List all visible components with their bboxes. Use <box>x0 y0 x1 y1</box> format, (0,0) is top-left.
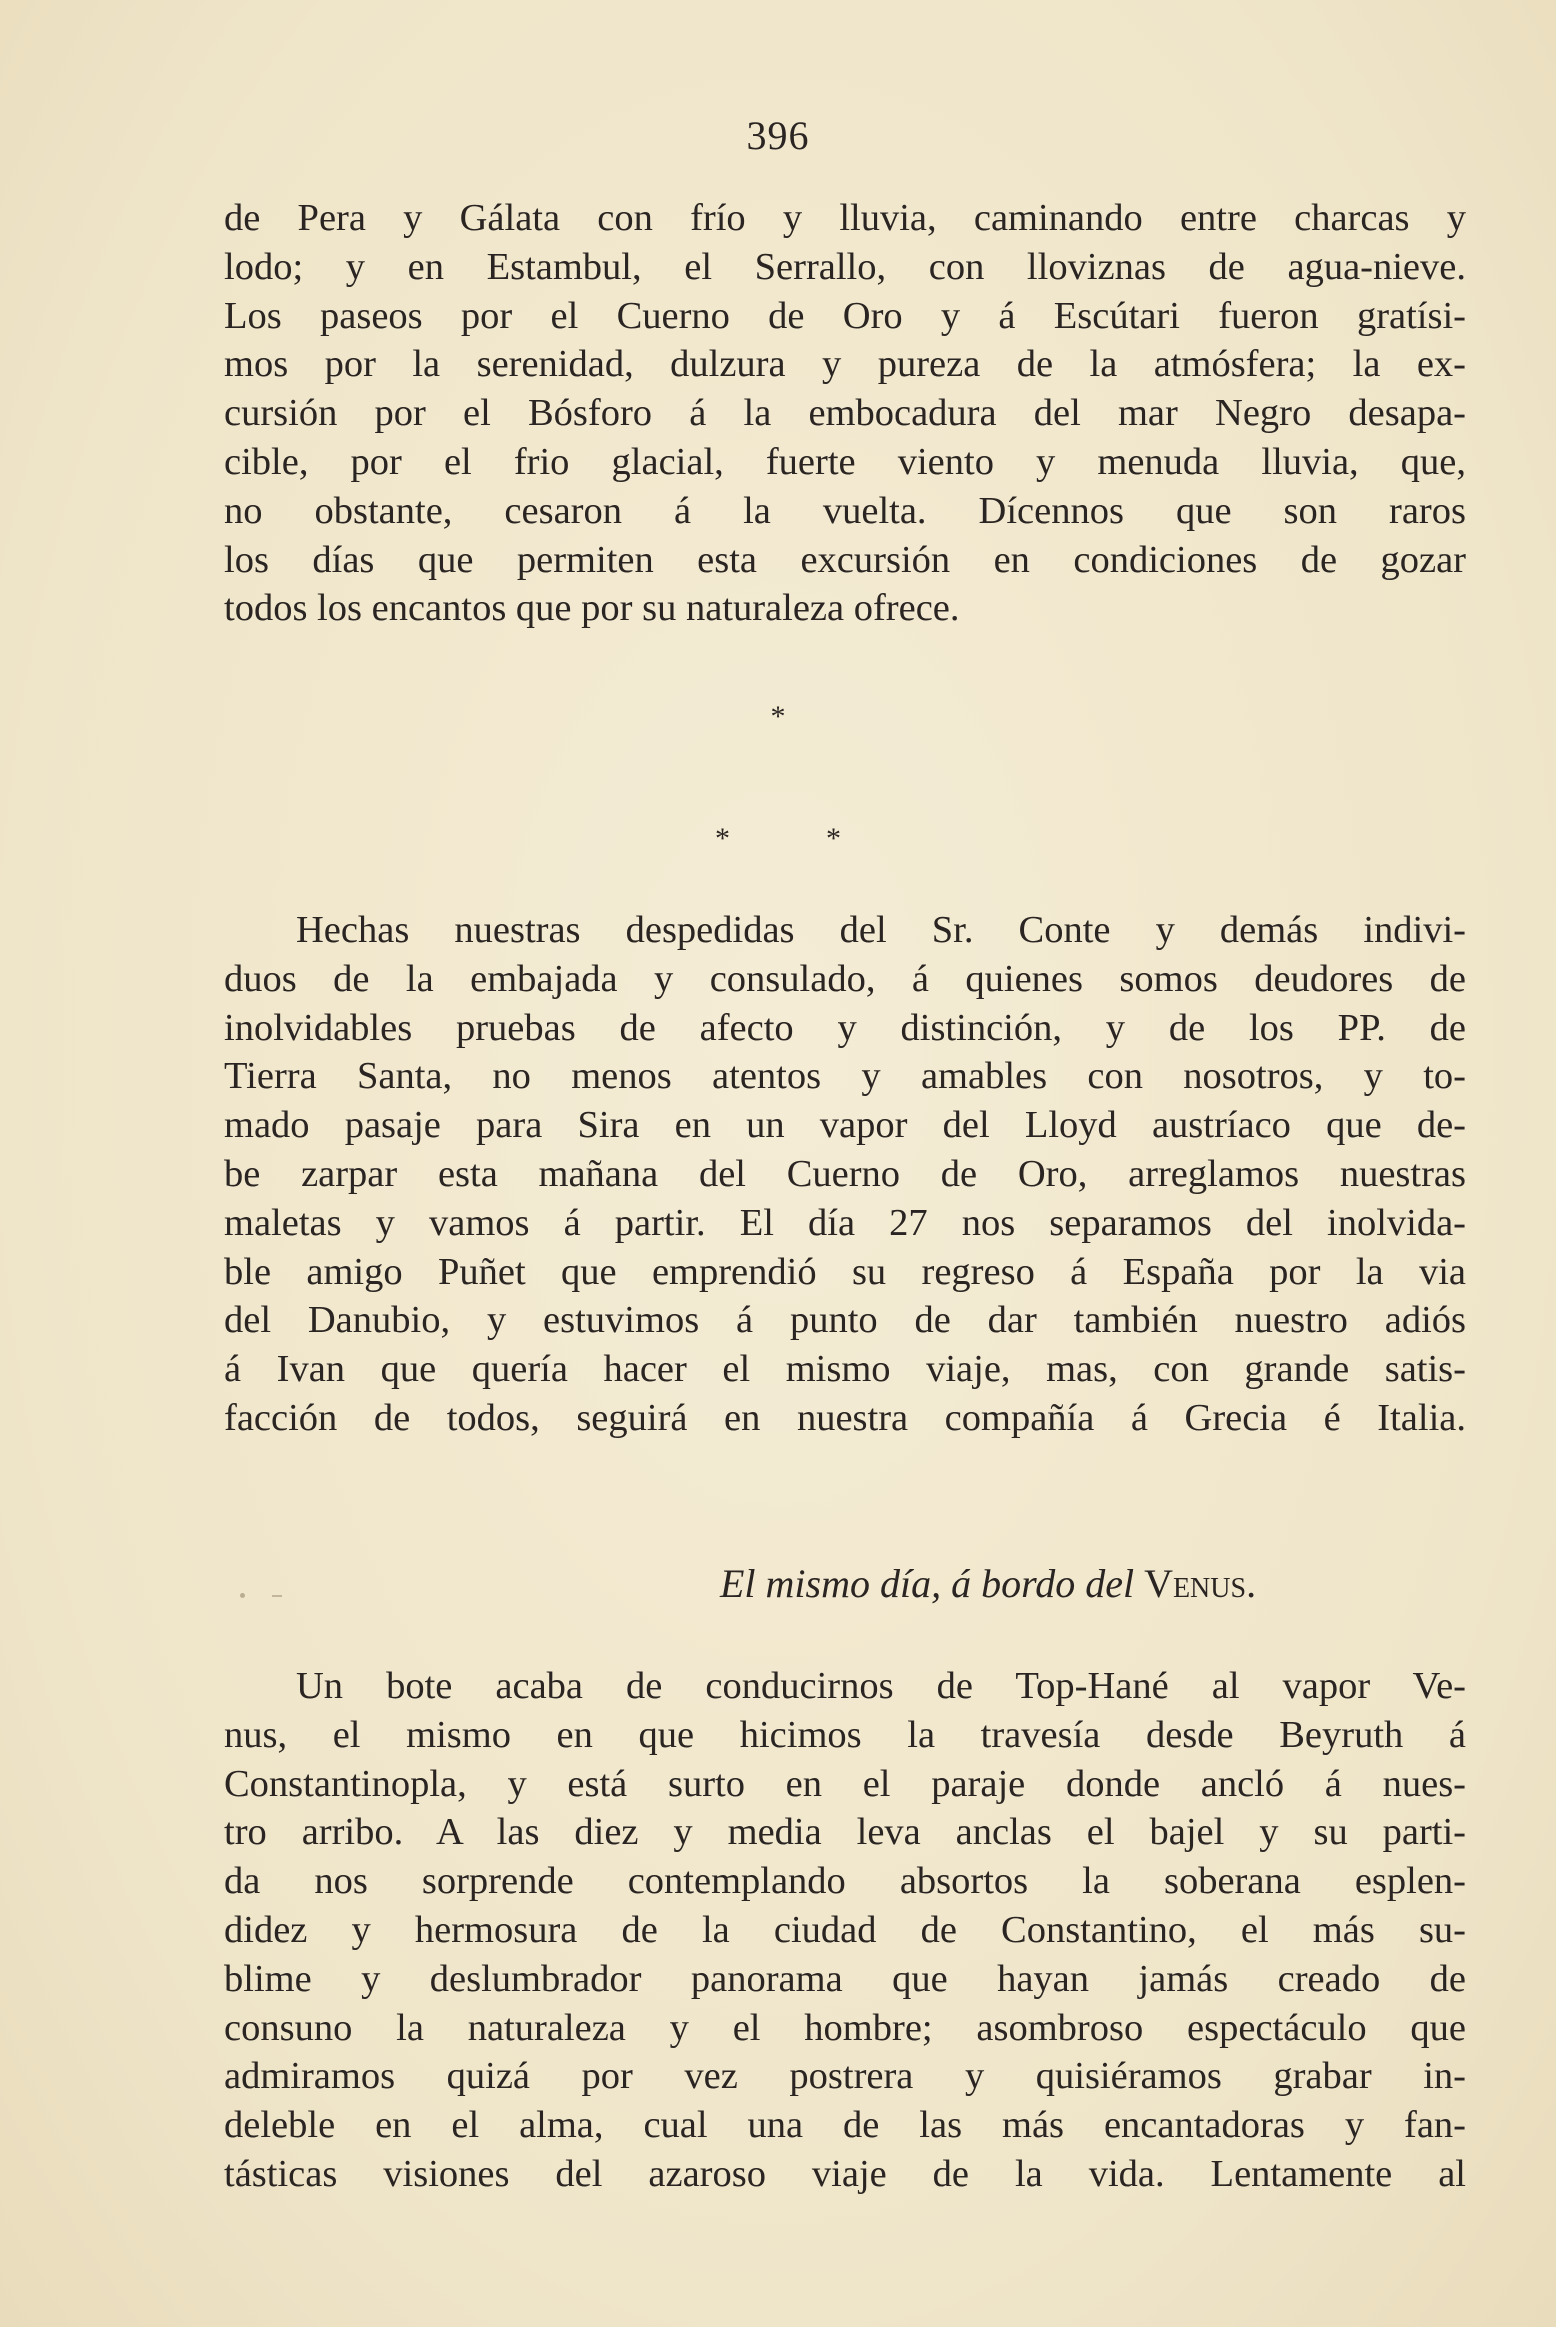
dateline <box>720 1560 1256 1607</box>
text-line: facción de todos, seguirá en nuestra compañía á Grecia é Italia. <box>224 1396 1466 1439</box>
text-line: nus, el mismo en que hicimos la travesía desde Beyruth á <box>224 1713 1466 1756</box>
text-line: todos los encantos que por su naturaleza ofrece. <box>224 587 960 630</box>
text-line: blime y deslumbrador panorama que hayan jamás creado de <box>224 1957 1466 2000</box>
text-line: Un bote acaba de conducirnos de Top-Hané al vapor Ve- <box>296 1665 1466 1707</box>
section-separator-bottom <box>0 822 1556 856</box>
text-line: no obstante, cesaron á la vuelta. Dícennos que son raros <box>224 489 1466 532</box>
text-line: admiramos quizá por vez postrera y quisiéramos grabar in- <box>224 2055 1466 2098</box>
paragraph-3 <box>224 1662 1466 2199</box>
section-separator-top <box>0 700 1556 734</box>
page-blemish <box>272 1595 282 1597</box>
text-line: mos por la serenidad, dulzura y pureza de la atmósfera; la ex- <box>224 343 1466 386</box>
text-line: tásticas visiones del azaroso viaje de la vida. Lentamente al <box>224 2152 1466 2195</box>
text-line: lodo; y en Estambul, el Serrallo, con lloviznas de agua-nieve. <box>224 245 1466 288</box>
text-line: maletas y vamos á partir. El día 27 nos separamos del inolvida- <box>224 1201 1466 1244</box>
page-number: 396 <box>746 113 810 158</box>
ship-name: Venus. <box>1144 1561 1257 1606</box>
text-line: Hechas nuestras despedidas del Sr. Conte y demás indivi- <box>296 909 1466 951</box>
text-line: Los paseos por el Cuerno de Oro y á Escútari fueron gratísi- <box>224 294 1466 337</box>
text-line: deleble en el alma, cual una de las más encantadoras y fan- <box>224 2104 1466 2147</box>
text-line: da nos sorprende contemplando absortos la soberana esplen- <box>224 1860 1466 1903</box>
text-line: consuno la naturaleza y el hombre; asombroso espectáculo que <box>224 2006 1466 2049</box>
text-line: Tierra Santa, no menos atentos y amables con nosotros, y to- <box>224 1055 1466 1098</box>
text-line: de Pera y Gálata con frío y lluvia, caminando entre charcas y <box>224 197 1466 239</box>
text-line: cible, por el frio glacial, fuerte viento y menuda lluvia, que, <box>224 440 1466 483</box>
text-line: tro arribo. A las diez y media leva anclas el bajel y su parti- <box>224 1811 1466 1854</box>
paragraph-2 <box>224 906 1466 1443</box>
text-line: be zarpar esta mañana del Cuerno de Oro, arreglamos nuestras <box>224 1152 1466 1195</box>
text-line: del Danubio, y estuvimos á punto de dar también nuestro adiós <box>224 1299 1466 1342</box>
asterisk-glyph: * <box>770 700 786 733</box>
text-line: inolvidables pruebas de afecto y distinción, y de los PP. de <box>224 1006 1466 1049</box>
text-line: mado pasaje para Sira en un vapor del Lloyd austríaco que de- <box>224 1104 1466 1147</box>
paragraph-1 <box>224 194 1466 633</box>
text-line: didez y hermosura de la ciudad de Constantino, el más su- <box>224 1908 1466 1951</box>
asterisk-glyph: * <box>715 822 730 855</box>
text-line: á Ivan que quería hacer el mismo viaje, mas, con grande satis- <box>224 1348 1466 1391</box>
text-line: ble amigo Puñet que emprendió su regreso á España por la via <box>224 1250 1466 1293</box>
asterisk-glyph: * <box>826 822 841 855</box>
text-line: Constantinopla, y está surto en el paraje donde ancló á nues- <box>224 1762 1466 1805</box>
page-blemish <box>240 1593 245 1598</box>
dateline-prefix: El mismo día, á bordo del <box>720 1561 1135 1606</box>
text-line: cursión por el Bósforo á la embocadura del mar Negro desapa- <box>224 392 1466 435</box>
text-line: los días que permiten esta excursión en condiciones de gozar <box>224 538 1466 581</box>
text-line: duos de la embajada y consulado, á quienes somos deudores de <box>224 957 1466 1000</box>
